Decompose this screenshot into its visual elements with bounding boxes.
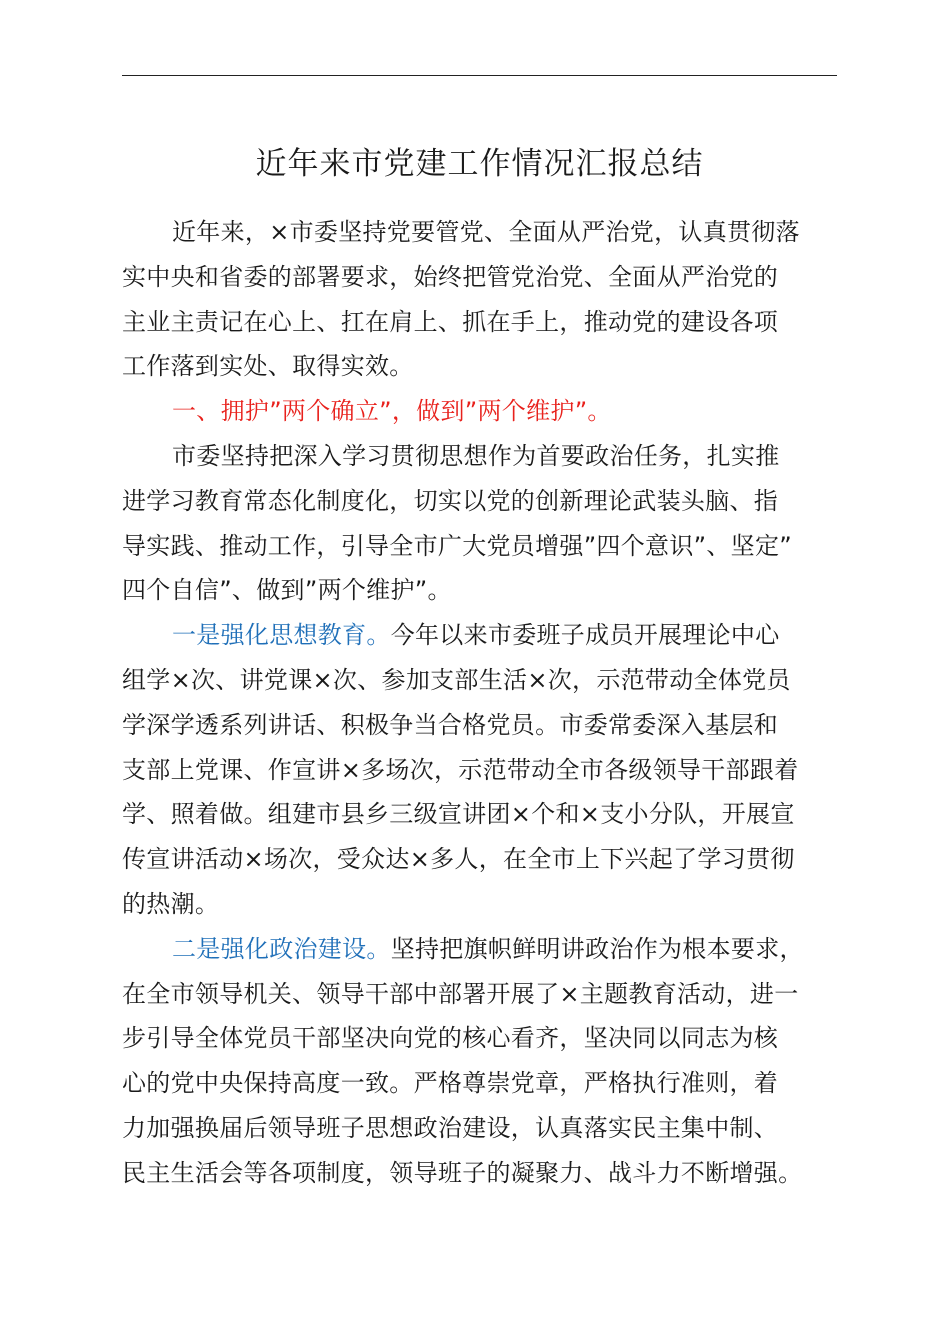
section-heading: 一、拥护”两个确立”，做到”两个维护”。 <box>172 397 612 426</box>
political-building-paragraph <box>122 927 837 1196</box>
text-line: 的热潮。 <box>122 889 220 918</box>
text-line: 民主生活会等各项制度，领导班子的凝聚力、战斗力不断增强。 <box>122 1158 803 1187</box>
text-line: 在全市领导机关、领导干部中部署开展了×主题教育活动，进一 <box>122 979 799 1008</box>
text-line: 导实践、推动工作，引导全市广大党员增强”四个意识”、坚定” <box>122 531 792 560</box>
text-line: 市委坚持把深入学习贯彻思想作为首要政治任务，扎实推 <box>172 441 780 470</box>
section-paragraph <box>122 434 837 613</box>
text-line: 学深学透系列讲话、积极争当合格党员。市委常委深入基层和 <box>122 710 779 739</box>
text-line: 组学×次、讲党课×次、参加支部生活×次，示范带动全体党员 <box>122 665 791 694</box>
intro-paragraph <box>122 210 837 389</box>
text-line: 力加强换届后领导班子思想政治建设，认真落实民主集中制、 <box>122 1113 779 1142</box>
lead-phrase: 一是强化思想教育。 <box>172 621 391 650</box>
text-line: 四个自信”、做到”两个维护”。 <box>122 576 452 605</box>
text-line: 实中央和省委的部署要求，始终把管党治党、全面从严治党的 <box>122 262 779 291</box>
text-line: 学、照着做。组建市县乡三级宣讲团×个和×支小分队，开展宣 <box>122 800 795 829</box>
text-line <box>122 927 837 972</box>
lead-rest: 坚持把旗帜鲜明讲政治作为根本要求， <box>390 934 804 963</box>
text-line: 主业主责记在心上、扛在肩上、抓在手上，推动党的建设各项 <box>122 307 779 336</box>
text-line: 工作落到实处、取得实效。 <box>122 352 414 381</box>
text-line: 步引导全体党员干部坚决向党的核心看齐，坚决同以同志为核 <box>122 1024 779 1053</box>
text-line <box>122 613 837 658</box>
lead-rest: 今年以来市委班子成员开展理论中心 <box>390 621 780 650</box>
text-line: 进学习教育常态化制度化，切实以党的创新理论武装头脑、指 <box>122 486 779 515</box>
document-body <box>122 210 837 1196</box>
text-line: 传宣讲活动×场次，受众达×多人，在全市上下兴起了学习贯彻 <box>122 845 795 874</box>
section-heading-paragraph <box>122 389 837 434</box>
text-line: 支部上党课、作宣讲×多场次，示范带动全市各级领导干部跟着 <box>122 755 799 784</box>
thought-education-paragraph <box>122 613 837 927</box>
text-line: 近年来，×市委坚持党要管党、全面从严治党，认真贯彻落 <box>172 218 800 246</box>
text-line: 心的党中央保持高度一致。严格尊崇党章，严格执行准则，着 <box>122 1069 779 1098</box>
lead-phrase: 二是强化政治建设。 <box>172 934 391 963</box>
document-title: 近年来市党建工作情况汇报总结 <box>255 146 704 182</box>
header-rule <box>122 75 837 76</box>
